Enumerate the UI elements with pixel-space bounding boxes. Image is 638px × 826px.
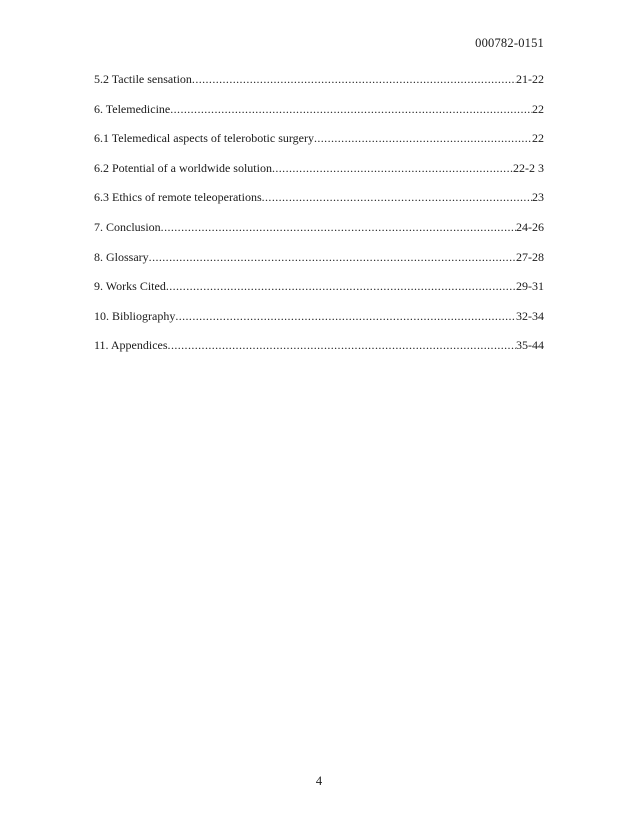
- toc-entry-title: 9. Works Cited: [94, 279, 166, 294]
- toc-entry: [94, 250, 544, 280]
- toc-entry-page: 27-28: [516, 249, 544, 264]
- toc-entry-title: 8. Glossary: [94, 249, 149, 264]
- toc-entry: [94, 131, 544, 161]
- toc-entry: [94, 161, 544, 191]
- toc-entry-title: 6. Telemedicine: [94, 101, 171, 116]
- toc-entry: [94, 220, 544, 250]
- toc-entry-page: 22: [532, 131, 544, 146]
- toc-entry-page: 35-44: [516, 338, 544, 353]
- toc-entry-page: 32-34: [516, 308, 544, 323]
- toc-dot-leader: [314, 131, 532, 146]
- toc-entry-title: 6.3 Ethics of remote teleoperations: [94, 190, 262, 205]
- toc-entry: [94, 72, 544, 102]
- toc-dot-leader: [272, 161, 513, 176]
- toc-dot-leader: [166, 279, 516, 294]
- toc-entry-page: 23: [532, 190, 544, 205]
- toc-entry-page: 21-22: [516, 72, 544, 86]
- toc-entry: [94, 190, 544, 220]
- toc-entry-title: 10. Bibliography: [94, 308, 176, 323]
- toc-entry-page: 22-2 3: [513, 160, 544, 175]
- toc-entry: [94, 309, 544, 339]
- toc-dot-leader: [262, 190, 532, 205]
- toc-entry: [94, 338, 544, 368]
- page-number: 4: [315, 774, 323, 788]
- toc-dot-leader: [175, 309, 516, 324]
- toc-entry-page: 22: [532, 101, 544, 116]
- toc-entry-title: 6.2 Potential of a worldwide solution: [94, 160, 272, 175]
- document-id: 000782-0151: [475, 36, 544, 50]
- toc-entry-title: 7. Conclusion: [94, 219, 161, 234]
- toc-dot-leader: [161, 220, 516, 235]
- toc-entry-title: 6.1 Telemedical aspects of telerobotic surgery: [94, 131, 314, 146]
- toc-dot-leader: [168, 338, 516, 353]
- toc-entry: [94, 102, 544, 132]
- toc-dot-leader: [192, 72, 516, 87]
- toc-entry: [94, 279, 544, 309]
- toc-entry-title: 11. Appendices: [94, 338, 168, 353]
- toc-dot-leader: [149, 250, 516, 265]
- toc-entry-page: 24-26: [516, 219, 544, 234]
- toc-entry-title: 5.2 Tactile sensation: [94, 72, 192, 86]
- table-of-contents: [94, 72, 544, 368]
- toc-dot-leader: [170, 102, 532, 117]
- toc-entry-page: 29-31: [516, 279, 544, 294]
